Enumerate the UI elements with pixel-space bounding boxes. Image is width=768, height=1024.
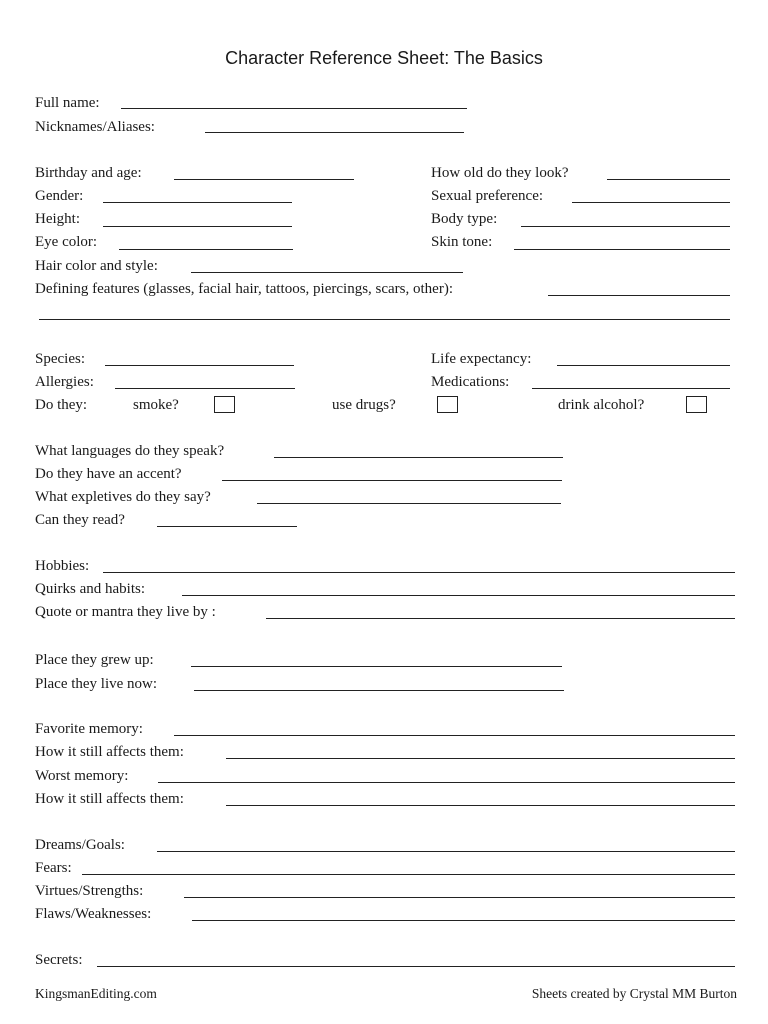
favorite-memory-field[interactable] [174, 735, 735, 736]
hobbies-label: Hobbies: [35, 558, 90, 574]
affects-label-2: How it still affects them: [35, 791, 184, 807]
secrets-field[interactable] [97, 966, 735, 967]
flaws-field[interactable] [192, 920, 735, 921]
languages-label: What languages do they speak? [35, 443, 225, 459]
dreams-field[interactable] [157, 851, 735, 852]
medications-label: Medications: [431, 374, 510, 390]
hair-label: Hair color and style: [35, 258, 158, 274]
grew-up-label: Place they grew up: [35, 652, 154, 668]
secrets-label: Secrets: [35, 952, 83, 968]
page-title: Character Reference Sheet: The Basics [225, 48, 543, 68]
look-age-label: How old do they look? [431, 165, 569, 181]
fears-label: Fears: [35, 860, 72, 876]
quote-label: Quote or mantra they live by : [35, 604, 216, 620]
quote-field[interactable] [266, 618, 735, 619]
life-expectancy-label: Life expectancy: [431, 351, 532, 367]
can-read-field[interactable] [157, 526, 297, 527]
skin-tone-label: Skin tone: [431, 234, 493, 250]
eye-color-label: Eye color: [35, 234, 98, 250]
birthday-field[interactable] [174, 179, 354, 180]
live-now-label: Place they live now: [35, 676, 158, 692]
worst-memory-label: Worst memory: [35, 768, 129, 784]
allergies-label: Allergies: [35, 374, 94, 390]
footer-credit: Sheets created by Crystal MM Burton [531, 986, 737, 1001]
species-label: Species: [35, 351, 85, 367]
life-expectancy-field[interactable] [557, 365, 730, 366]
body-type-label: Body type: [431, 211, 498, 227]
hobbies-field[interactable] [103, 572, 735, 573]
use-drugs-label: use drugs? [332, 397, 396, 413]
quirks-label: Quirks and habits: [35, 581, 145, 597]
accent-field[interactable] [222, 480, 562, 481]
virtues-label: Virtues/Strengths: [35, 883, 144, 899]
fears-field[interactable] [82, 874, 735, 875]
allergies-field[interactable] [115, 388, 295, 389]
defining-features-field-continued[interactable] [39, 319, 730, 320]
sexual-preference-label: Sexual preference: [431, 188, 544, 204]
live-now-field[interactable] [194, 690, 564, 691]
footer-site: KingsmanEditing.com [35, 986, 157, 1001]
do-they-label: Do they: [35, 397, 88, 413]
look-age-field[interactable] [607, 179, 730, 180]
smoke-label: smoke? [133, 397, 179, 413]
use-drugs-checkbox[interactable] [437, 396, 458, 413]
worst-memory-field[interactable] [158, 782, 735, 783]
gender-field[interactable] [103, 202, 292, 203]
height-field[interactable] [103, 226, 292, 227]
accent-label: Do they have an accent? [35, 466, 182, 482]
quirks-field[interactable] [182, 595, 735, 596]
drink-alcohol-checkbox[interactable] [686, 396, 707, 413]
affects-label-1: How it still affects them: [35, 744, 184, 760]
hair-field[interactable] [191, 272, 463, 273]
full-name-label: Full name: [35, 95, 100, 111]
eye-color-field[interactable] [119, 249, 293, 250]
grew-up-field[interactable] [191, 666, 562, 667]
defining-features-label: Defining features (glasses, facial hair, tattoos, piercings, scars, other): [35, 281, 454, 297]
defining-features-field[interactable] [548, 295, 730, 296]
skin-tone-field[interactable] [514, 249, 730, 250]
expletives-field[interactable] [257, 503, 561, 504]
medications-field[interactable] [532, 388, 730, 389]
birthday-label: Birthday and age: [35, 165, 142, 181]
affects-field-1[interactable] [226, 758, 735, 759]
full-name-field[interactable] [121, 108, 467, 109]
affects-field-2[interactable] [226, 805, 735, 806]
nicknames-label: Nicknames/Aliases: [35, 119, 155, 135]
height-label: Height: [35, 211, 80, 227]
drink-alcohol-label: drink alcohol? [558, 397, 645, 413]
favorite-memory-label: Favorite memory: [35, 721, 143, 737]
can-read-label: Can they read? [35, 512, 125, 528]
smoke-checkbox[interactable] [214, 396, 235, 413]
flaws-label: Flaws/Weaknesses: [35, 906, 152, 922]
gender-label: Gender: [35, 188, 84, 204]
expletives-label: What expletives do they say? [35, 489, 211, 505]
virtues-field[interactable] [184, 897, 735, 898]
species-field[interactable] [105, 365, 294, 366]
dreams-label: Dreams/Goals: [35, 837, 125, 853]
languages-field[interactable] [274, 457, 563, 458]
nicknames-field[interactable] [205, 132, 464, 133]
sexual-preference-field[interactable] [572, 202, 730, 203]
body-type-field[interactable] [521, 226, 730, 227]
